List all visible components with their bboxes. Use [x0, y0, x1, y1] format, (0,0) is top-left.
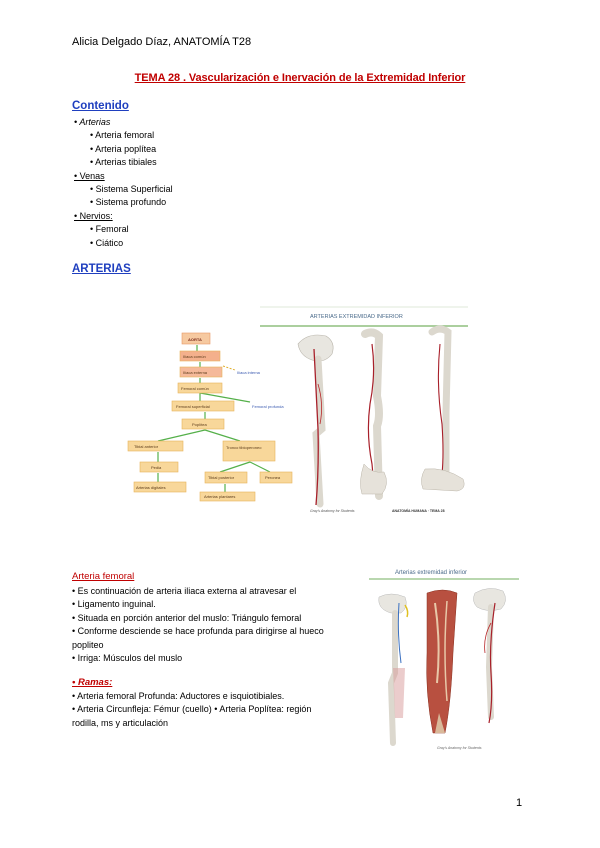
- contenido-heading: Contenido: [72, 100, 129, 112]
- ramas-list: [72, 690, 367, 730]
- figure-caption-left: Gray's Anatomy for Students: [310, 509, 355, 513]
- flow-iliaca-externa: Ilíaca externa: [183, 370, 208, 375]
- toc-venas: • Venas: [74, 170, 105, 181]
- flow-iliaca-comun: Ilíaca común: [183, 354, 206, 359]
- rama-item: • Arteria femoral Profunda: Aductores e isquiotibiales.: [72, 691, 285, 701]
- page-number: 1: [516, 797, 523, 809]
- toc-nervios: • Nervios:: [74, 210, 113, 221]
- femoral-artery-figure: [365, 563, 523, 755]
- arteries-figure: [120, 304, 470, 517]
- toc-item: • Arteria poplítea: [90, 143, 157, 154]
- toc-item: • Arterias tibiales: [90, 157, 157, 168]
- flow-aorta: AORTA: [188, 337, 202, 342]
- femoral-bullet: • Situada en porción anterior del muslo: Triángulo femoral: [72, 612, 302, 623]
- femoral-bullets: [72, 585, 367, 665]
- figure2-title: Arterias extremidad inferior: [395, 570, 468, 576]
- arterias-heading: ARTERIAS: [72, 263, 131, 275]
- toc-item: • Sistema profundo: [90, 197, 167, 208]
- flow-peronea: Peronea: [265, 475, 281, 480]
- rama-item: rodilla, ms y articulación: [72, 717, 169, 728]
- flow-poplitea: Poplítea: [192, 422, 207, 427]
- ramas-title: • Ramas:: [72, 677, 113, 688]
- page-title: TEMA 28 . Vascularización e Inervación de la Extremidad Inferior: [134, 72, 466, 84]
- flow-arterias-plantares: Arterias plantares: [204, 494, 236, 499]
- toc-item: • Femoral: [90, 224, 129, 235]
- flow-tibial-anterior: Tibial anterior: [134, 444, 159, 449]
- femoral-bullet: popliteo: [72, 639, 104, 650]
- figure-caption-right: ANATOMÍA HUMANA · TEMA 28: [392, 509, 445, 513]
- femoral-bullet: • Conforme desciende se hace profunda para dirigirse al hueco: [72, 626, 324, 637]
- figure-banner: ARTERIAS EXTREMIDAD INFERIOR: [310, 314, 403, 320]
- flow-arterias-digitales: Arterias digitales: [136, 485, 166, 490]
- flow-femoral-comun: Femoral común: [181, 386, 209, 391]
- toc-item: • Arteria femoral: [90, 130, 155, 141]
- femoral-bullet: • Irriga: Músculos del muslo: [72, 653, 183, 664]
- flow-femoral-profunda: Femoral profunda: [252, 404, 284, 409]
- flow-tronco-tibioperoneo: Tronco tibioperoneo: [226, 445, 262, 450]
- flow-iliaca-interna: Ilíaca interna: [237, 370, 260, 375]
- flow-pedia: Pedia: [151, 465, 162, 470]
- femoral-subtitle: Arteria femoral: [72, 571, 135, 582]
- figure2-caption: Gray's Anatomy for Students: [437, 746, 482, 750]
- flow-tibial-posterior: Tibial posterior: [208, 475, 235, 480]
- rama-item: • Arteria Circunfleja: Fémur (cuello) • Arteria Poplítea: región: [72, 704, 312, 715]
- header-author: Alicia Delgado Díaz, ANATOMÍA T28: [72, 36, 252, 48]
- toc-item: • Ciático: [90, 237, 124, 248]
- toc-item: • Sistema Superficial: [90, 184, 173, 195]
- femoral-bullet: • Ligamento inguinal.: [72, 599, 156, 610]
- femoral-bullet: • Es continuación de arteria iliaca externa al atravesar el: [72, 586, 297, 596]
- table-of-contents: [72, 116, 173, 250]
- toc-arterias: • Arterias: [74, 117, 111, 127]
- flow-femoral-superficial: Femoral superficial: [176, 404, 210, 409]
